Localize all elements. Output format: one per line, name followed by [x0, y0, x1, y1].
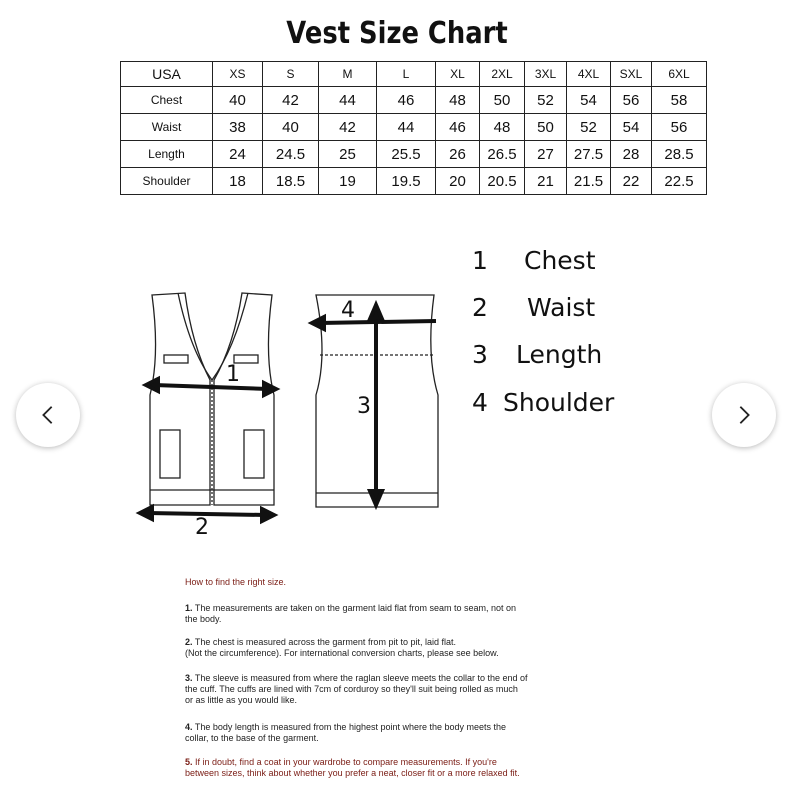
vest-diagram [130, 285, 460, 545]
table-cell: 28.5 [652, 141, 707, 168]
prev-image-button[interactable] [16, 383, 80, 447]
label-length-marker: 3 [357, 394, 371, 419]
table-header-cell: L [377, 62, 436, 87]
table-cell: 19 [319, 168, 377, 195]
row-label: Waist [121, 114, 213, 141]
instructions-heading: How to find the right size. [185, 577, 287, 587]
table-cell: 44 [377, 114, 436, 141]
vest-front-outline [150, 293, 274, 505]
table-row [121, 87, 707, 114]
table-cell: 50 [480, 87, 525, 114]
table-cell: 42 [319, 114, 377, 141]
table-cell: 20 [436, 168, 480, 195]
table-cell: 18.5 [263, 168, 319, 195]
table-cell: 18 [213, 168, 263, 195]
table-row [121, 114, 707, 141]
table-cell: 54 [611, 114, 652, 141]
row-label: Chest [121, 87, 213, 114]
table-cell: 20.5 [480, 168, 525, 195]
table-cell: 21.5 [567, 168, 611, 195]
label-shoulder-marker: 4 [341, 298, 355, 323]
table-header-cell: XS [213, 62, 263, 87]
table-cell: 22.5 [652, 168, 707, 195]
instruction-item: 5. If in doubt, find a coat in your wardrobe to compare measurements. If you're between sizes, think about whether you prefer a neat, closer fit or a more relaxed fit. [185, 757, 520, 778]
chevron-left-icon [37, 404, 59, 426]
table-cell: 19.5 [377, 168, 436, 195]
row-label: Shoulder [121, 168, 213, 195]
size-table [120, 61, 707, 195]
table-cell: 38 [213, 114, 263, 141]
table-cell: 48 [436, 87, 480, 114]
page-title: Vest Size Chart [286, 16, 508, 51]
table-cell: 48 [480, 114, 525, 141]
instruction-item: 3. The sleeve is measured from where the raglan sleeve meets the collar to the end of the cuff. The cuffs are lined with 7cm of corduroy so they'll suit being rolled as much or as little as you would like. [185, 673, 528, 705]
row-label: Length [121, 141, 213, 168]
chevron-right-icon [733, 404, 755, 426]
measurement-arrows [140, 305, 436, 521]
table-cell: 54 [567, 87, 611, 114]
table-cell: 26 [436, 141, 480, 168]
table-header-cell: 6XL [652, 62, 707, 87]
table-header-row [121, 62, 707, 87]
table-cell: 56 [611, 87, 652, 114]
table-header-cell: M [319, 62, 377, 87]
table-cell: 52 [525, 87, 567, 114]
table-cell: 44 [319, 87, 377, 114]
legend-label: Chest [524, 246, 596, 275]
legend-number: 1 [472, 246, 488, 275]
table-cell: 27.5 [567, 141, 611, 168]
table-cell: 27 [525, 141, 567, 168]
table-cell: 40 [263, 114, 319, 141]
next-image-button[interactable] [712, 383, 776, 447]
label-waist-marker: 2 [195, 515, 209, 540]
table-cell: 46 [377, 87, 436, 114]
table-cell: 21 [525, 168, 567, 195]
table-header-cell: SXL [611, 62, 652, 87]
table-header-cell: 4XL [567, 62, 611, 87]
table-header-cell: 2XL [480, 62, 525, 87]
table-cell: 50 [525, 114, 567, 141]
table-cell: 58 [652, 87, 707, 114]
table-cell: 25.5 [377, 141, 436, 168]
table-header-cell: USA [121, 62, 213, 87]
table-cell: 24.5 [263, 141, 319, 168]
table-cell: 25 [319, 141, 377, 168]
instruction-item: 1. The measurements are taken on the garment laid flat from seam to seam, not on the body. [185, 603, 517, 624]
table-cell: 46 [436, 114, 480, 141]
table-cell: 56 [652, 114, 707, 141]
table-cell: 22 [611, 168, 652, 195]
instruction-item: 2. The chest is measured across the garment from pit to pit, laid flat. (Not the circumference). For international conversion charts, please see below. [185, 637, 499, 658]
label-chest-marker: 1 [226, 362, 240, 387]
legend-number: 3 [472, 340, 488, 369]
legend-label: Shoulder [503, 388, 615, 417]
table-cell: 42 [263, 87, 319, 114]
table-cell: 40 [213, 87, 263, 114]
instruction-item: 4. The body length is measured from the highest point where the body meets the collar, to the base of the garment. [185, 722, 507, 743]
table-header-cell: XL [436, 62, 480, 87]
table-cell: 52 [567, 114, 611, 141]
table-cell: 26.5 [480, 141, 525, 168]
table-row [121, 141, 707, 168]
table-header-cell: S [263, 62, 319, 87]
legend-label: Waist [527, 293, 596, 322]
legend-label: Length [516, 340, 603, 369]
table-row [121, 168, 707, 195]
table-cell: 24 [213, 141, 263, 168]
table-header-cell: 3XL [525, 62, 567, 87]
legend-number: 4 [472, 388, 488, 417]
table-cell: 28 [611, 141, 652, 168]
legend-number: 2 [472, 293, 488, 322]
